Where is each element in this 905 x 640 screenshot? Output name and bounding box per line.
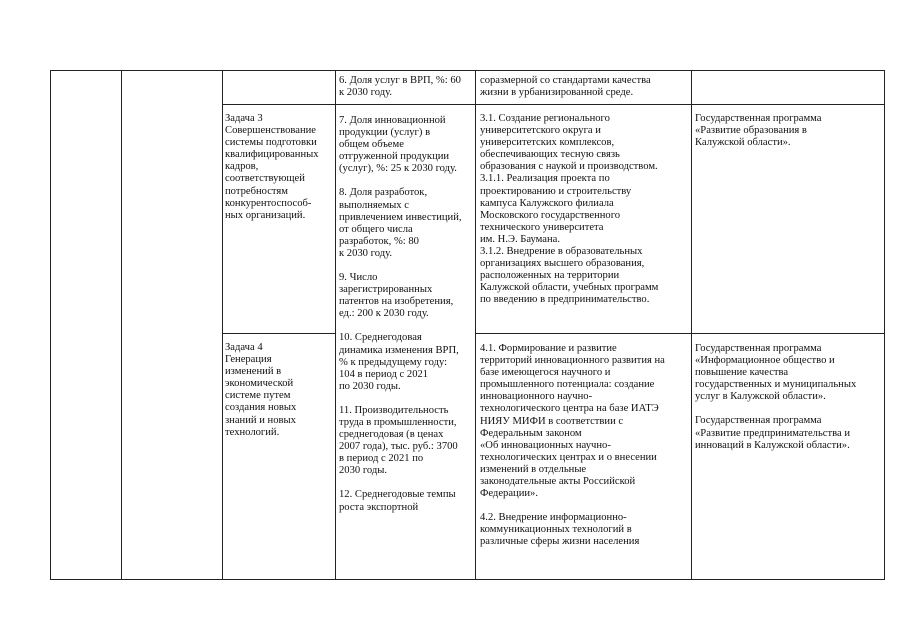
spacer bbox=[339, 260, 462, 272]
spacer bbox=[339, 320, 462, 332]
text-line: университетского округа и bbox=[480, 125, 601, 137]
indicator-7 bbox=[339, 115, 462, 175]
col-border-0 bbox=[50, 70, 51, 580]
text-line: им. Н.Э. Баумана. bbox=[480, 233, 561, 245]
text-line: выполняемых с bbox=[339, 199, 409, 211]
text-line: изменений в отдельные bbox=[480, 463, 587, 475]
col-border-6 bbox=[884, 70, 885, 580]
text-line: проектированию и строительству bbox=[480, 185, 632, 197]
text-line: труда в промышленности, bbox=[339, 416, 457, 428]
spacer bbox=[339, 393, 462, 405]
spacer bbox=[480, 500, 665, 512]
indicator-12 bbox=[339, 489, 462, 513]
text-line: знаний и новых bbox=[225, 414, 296, 426]
text-line: общем объеме bbox=[339, 139, 404, 151]
text-line: Калужской области, учебных программ bbox=[480, 282, 659, 294]
text-line: ных организаций. bbox=[225, 209, 306, 221]
text-line: кампуса Калужского филиала bbox=[480, 197, 614, 209]
text-line: инноваций в Калужской области». bbox=[695, 439, 850, 451]
text-line: 3.1. Создание регионального bbox=[480, 113, 610, 124]
spacer bbox=[339, 175, 462, 187]
text-line: экономической bbox=[225, 378, 294, 390]
text-line: технологических центрах и о внесении bbox=[480, 451, 657, 463]
row-2-divider-right bbox=[475, 333, 884, 334]
text-line: от общего числа bbox=[339, 223, 413, 235]
text-line: потребностям bbox=[225, 185, 288, 197]
measures-4-cell bbox=[480, 343, 665, 549]
text-line: к 2030 году. bbox=[339, 87, 392, 99]
text-line: 10. Среднегодовая bbox=[339, 332, 422, 344]
text-line: по 2030 годы. bbox=[339, 380, 401, 392]
text-line: «Развитие предпринимательства и bbox=[695, 427, 851, 439]
task-title: Задача 4 bbox=[225, 342, 263, 353]
text-line: зарегистрированных bbox=[339, 284, 433, 296]
col-border-2 bbox=[222, 70, 223, 580]
text-line: законодательные акты Российской bbox=[480, 476, 636, 488]
text-line: организациях высшего образования, bbox=[480, 258, 645, 270]
text-line: Федерации». bbox=[480, 488, 538, 500]
text-line: 11. Производительность bbox=[339, 404, 449, 416]
text-line: по введению в предпринимательство. bbox=[480, 294, 650, 306]
table-bottom-border bbox=[50, 579, 884, 580]
text-line: услуг в Калужской области». bbox=[695, 391, 826, 403]
text-line: (услуг), %: 25 к 2030 году. bbox=[339, 163, 457, 175]
text-line: 12. Среднегодовые темпы bbox=[339, 489, 456, 501]
task-title: Задача 3 bbox=[225, 113, 263, 124]
text-line: инновационного научно- bbox=[480, 391, 593, 403]
text-line: соответствующей bbox=[225, 173, 305, 185]
text-line: 104 в период с 2021 bbox=[339, 368, 429, 380]
text-line: технологического центра на базе ИАТЭ bbox=[480, 403, 659, 415]
text-line: Генерация bbox=[225, 354, 272, 366]
text-line: в период с 2021 по bbox=[339, 453, 424, 465]
text-line: различные сферы жизни населения bbox=[480, 536, 640, 548]
indicators-cell bbox=[339, 115, 462, 514]
row-2-divider bbox=[222, 333, 335, 334]
text-line: 2030 годы. bbox=[339, 465, 388, 477]
text-line: % к предыдущему году: bbox=[339, 356, 448, 368]
text-line: создания новых bbox=[225, 402, 297, 414]
spacer bbox=[339, 477, 462, 489]
indicator-8 bbox=[339, 187, 462, 260]
task-3-cell bbox=[225, 113, 319, 222]
text-line: жизни в урбанизированной среде. bbox=[480, 87, 634, 99]
spacer bbox=[695, 403, 856, 415]
text-line: кадров, bbox=[225, 161, 259, 173]
text-line: 4.2. Внедрение информационно- bbox=[480, 512, 627, 524]
text-line: системе путем bbox=[225, 390, 291, 402]
col-border-5 bbox=[691, 70, 692, 580]
text-line: промышленного потенциала: создание bbox=[480, 379, 655, 391]
text-line: 3.1.2. Внедрение в образовательных bbox=[480, 246, 643, 258]
text-line: Московского государственного bbox=[480, 209, 621, 221]
text-line: Государственная программа bbox=[695, 113, 822, 124]
col-border-3 bbox=[335, 70, 336, 580]
text-line: технического университета bbox=[480, 221, 604, 233]
text-line: НИЯУ МИФИ в соответствии с bbox=[480, 415, 624, 427]
text-line: государственных и муниципальных bbox=[695, 379, 857, 391]
text-line: 7. Доля инновационной bbox=[339, 115, 446, 126]
text-line: «Информационное общество и bbox=[695, 355, 835, 367]
text-line: базе имеющегося научного и bbox=[480, 367, 611, 379]
text-line: 9. Число bbox=[339, 272, 378, 284]
text-line: Государственная программа bbox=[695, 415, 822, 427]
text-line: Государственная программа bbox=[695, 343, 822, 354]
text-line: ед.: 200 к 2030 году. bbox=[339, 308, 429, 320]
text-line: «Об инновационных научно- bbox=[480, 439, 611, 451]
programs-4-cell bbox=[695, 343, 856, 452]
text-line: разработок, %: 80 bbox=[339, 235, 419, 247]
text-line: изменений в bbox=[225, 366, 282, 378]
text-line: коммуникационных технологий в bbox=[480, 524, 632, 536]
text-line: 2007 года), тыс. руб.: 3700 bbox=[339, 441, 458, 453]
text-line: «Развитие образования в bbox=[695, 125, 807, 137]
row-1-divider bbox=[222, 104, 884, 105]
text-line: университетских комплексов, bbox=[480, 137, 615, 149]
text-line: среднегодовая (в ценах bbox=[339, 429, 444, 441]
col-border-1 bbox=[121, 70, 122, 580]
text-line: динамика изменения ВРП, bbox=[339, 344, 459, 356]
text-line: 3.1.1. Реализация проекта по bbox=[480, 173, 610, 185]
text-line: соразмерной со стандартами качества bbox=[480, 75, 651, 86]
indicator-10 bbox=[339, 332, 462, 392]
indicator-9 bbox=[339, 272, 462, 320]
text-line: патентов на изобретения, bbox=[339, 296, 454, 308]
indicator-11 bbox=[339, 405, 462, 478]
text-line: к 2030 году. bbox=[339, 247, 392, 259]
text-line: 6. Доля услуг в ВРП, %: 60 bbox=[339, 75, 461, 86]
text-line: роста экспортной bbox=[339, 501, 419, 513]
table-top-border bbox=[50, 70, 884, 71]
text-line: Совершенствование bbox=[225, 125, 316, 137]
text-line: привлечением инвестиций, bbox=[339, 211, 462, 223]
programs-3-cell bbox=[695, 113, 822, 149]
text-line: образования с наукой и производством. bbox=[480, 161, 658, 173]
text-line: расположенных на территории bbox=[480, 270, 620, 282]
text-line: продукции (услуг) в bbox=[339, 127, 431, 139]
measures-3-cell bbox=[480, 113, 658, 307]
text-line: обеспечивающих тесную связь bbox=[480, 149, 620, 161]
row1-indicators bbox=[339, 75, 461, 99]
text-line: квалифицированных bbox=[225, 149, 319, 161]
text-line: повышение качества bbox=[695, 367, 789, 379]
text-line: конкурентоспособ- bbox=[225, 197, 312, 209]
col-border-4 bbox=[475, 70, 476, 580]
text-line: системы подготовки bbox=[225, 137, 317, 149]
row1-measures bbox=[480, 75, 651, 99]
text-line: 8. Доля разработок, bbox=[339, 187, 428, 199]
text-line: 4.1. Формирование и развитие bbox=[480, 343, 617, 354]
text-line: Калужской области». bbox=[695, 137, 791, 149]
text-line: отгруженной продукции bbox=[339, 151, 450, 163]
text-line: технологий. bbox=[225, 426, 280, 438]
task-4-cell bbox=[225, 342, 296, 439]
text-line: Федеральным законом bbox=[480, 427, 582, 439]
text-line: территорий инновационного развития на bbox=[480, 355, 665, 367]
